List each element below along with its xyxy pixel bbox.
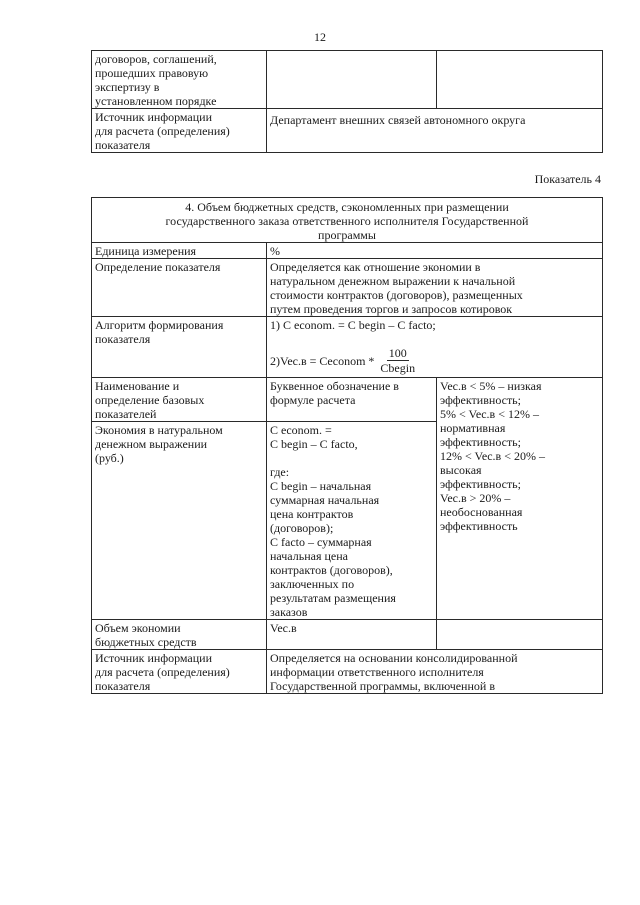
table-row [92, 198, 603, 243]
definition-line: стоимости контрактов (договоров), размещенных [270, 288, 523, 302]
base-label-line: Наименование и [95, 379, 180, 393]
economy-line: результатам размещения [270, 591, 396, 605]
unit-value: % [267, 243, 603, 259]
source-value [267, 650, 603, 694]
efficiency-scale [437, 378, 603, 620]
source-label-line: Источник информации [95, 110, 213, 124]
efficiency-scale-line: 5% < Vec.в < 12% – [440, 407, 539, 421]
indicator-title-line: 4. Объем бюджетных средств, сэкономленных при размещении [185, 200, 509, 214]
algorithm-label [92, 317, 267, 378]
empty-cell [267, 51, 437, 109]
formula-fraction [378, 346, 417, 375]
definition-label: Определение показателя [92, 259, 267, 317]
source-value-line: Государственной программы, включенной в [270, 679, 495, 693]
table-row [92, 378, 603, 422]
source-label [92, 650, 267, 694]
economy-line: заключенных по [270, 577, 355, 591]
source-label-line: для расчета (определения) [95, 124, 230, 138]
efficiency-scale-line: эффективность; [440, 393, 521, 407]
empty-cell [437, 620, 603, 650]
source-label-cell [92, 109, 267, 153]
source-value-line: Определяется на основании консолидированной [270, 651, 518, 665]
base-label-line: определение базовых [95, 393, 205, 407]
base-notation-line: формуле расчета [270, 393, 356, 407]
formula-denominator: Cbegin [380, 361, 416, 375]
indicator-label: Показатель 4 [534, 172, 601, 186]
volume-label [92, 620, 267, 650]
source-value: Департамент внешних связей автономного округа [270, 113, 526, 127]
volume-value: Vec.в [267, 620, 437, 650]
source-label-line: Источник информации [95, 651, 213, 665]
empty-cell [437, 51, 603, 109]
economy-label [92, 422, 267, 620]
economy-line: C begin – начальная [270, 479, 372, 493]
source-value-line: информации ответственного исполнителя [270, 665, 484, 679]
table-row [92, 109, 603, 153]
table-row [92, 650, 603, 694]
agreements-line: экспертизу в [95, 80, 160, 94]
formula-economy: 1) C econom. = C begin – C facto; [270, 318, 436, 332]
formula-left: 2)Vec.в = Ceconom * [270, 353, 375, 368]
source-label-line: показателя [95, 679, 151, 693]
source-label-line: для расчета (определения) [95, 665, 230, 679]
economy-label-line: денежном выражении [95, 437, 208, 451]
efficiency-scale-line: эффективность [440, 519, 518, 533]
algorithm-value [267, 317, 603, 378]
source-label-line: показателя [95, 138, 151, 152]
efficiency-scale-line: нормативная [440, 421, 506, 435]
base-label [92, 378, 267, 422]
efficiency-scale-line: 12% < Vec.в < 20% – [440, 449, 545, 463]
formula-efficiency [270, 346, 600, 375]
efficiency-scale-line: высокая [440, 463, 482, 477]
base-notation [267, 378, 437, 422]
algorithm-label-line: показателя [95, 332, 151, 346]
economy-line: суммарная начальная [270, 493, 380, 507]
economy-line: (договоров); [270, 521, 334, 535]
top-table [91, 50, 603, 153]
efficiency-scale-line: эффективность; [440, 477, 521, 491]
efficiency-scale-line: необоснованная [440, 505, 523, 519]
economy-line: C econom. = [270, 423, 332, 437]
unit-label: Единица измерения [92, 243, 267, 259]
base-label-line: показателей [95, 407, 157, 421]
table-row [92, 243, 603, 259]
economy-line: C begin – C facto, [270, 437, 358, 451]
table-row [92, 259, 603, 317]
economy-line: где: [270, 465, 290, 479]
economy-line: заказов [270, 605, 308, 619]
table-row [92, 51, 603, 109]
economy-value [267, 422, 437, 620]
economy-label-line: (руб.) [95, 451, 124, 465]
formula-numerator: 100 [388, 346, 407, 360]
indicator-title [92, 198, 603, 243]
definition-line: натуральном денежном выражении к начальной [270, 274, 516, 288]
agreements-cell [92, 51, 267, 109]
table-row [92, 317, 603, 378]
efficiency-scale-line: Vec.в > 20% – [440, 491, 511, 505]
source-value-cell [267, 109, 603, 153]
efficiency-scale-line: Vec.в < 5% – низкая [440, 379, 542, 393]
economy-label-line: Экономия в натуральном [95, 423, 223, 437]
economy-line: контрактов (договоров), [270, 563, 393, 577]
agreements-line: договоров, соглашений, [95, 52, 217, 66]
agreements-line: прошедших правовую [95, 66, 209, 80]
algorithm-label-line: Алгоритм формирования [95, 318, 224, 332]
table-row [92, 620, 603, 650]
page-number: 12 [314, 30, 326, 44]
agreements-line: установленном порядке [95, 94, 217, 108]
economy-line: начальная цена [270, 549, 348, 563]
volume-label-line: бюджетных средств [95, 635, 197, 649]
volume-label-line: Объем экономии [95, 621, 181, 635]
indicator-title-line: государственного заказа ответственного исполнителя Государственной [165, 214, 529, 228]
base-notation-line: Буквенное обозначение в [270, 379, 399, 393]
indicator-title-line: программы [318, 228, 376, 242]
indicator-table [91, 197, 603, 694]
definition-line: путем проведения торгов и запросов котировок [270, 302, 513, 316]
economy-line: цена контрактов [270, 507, 354, 521]
definition-line: Определяется как отношение экономии в [270, 260, 481, 274]
economy-line: C facto – суммарная [270, 535, 372, 549]
efficiency-scale-line: эффективность; [440, 435, 521, 449]
definition-value [267, 259, 603, 317]
